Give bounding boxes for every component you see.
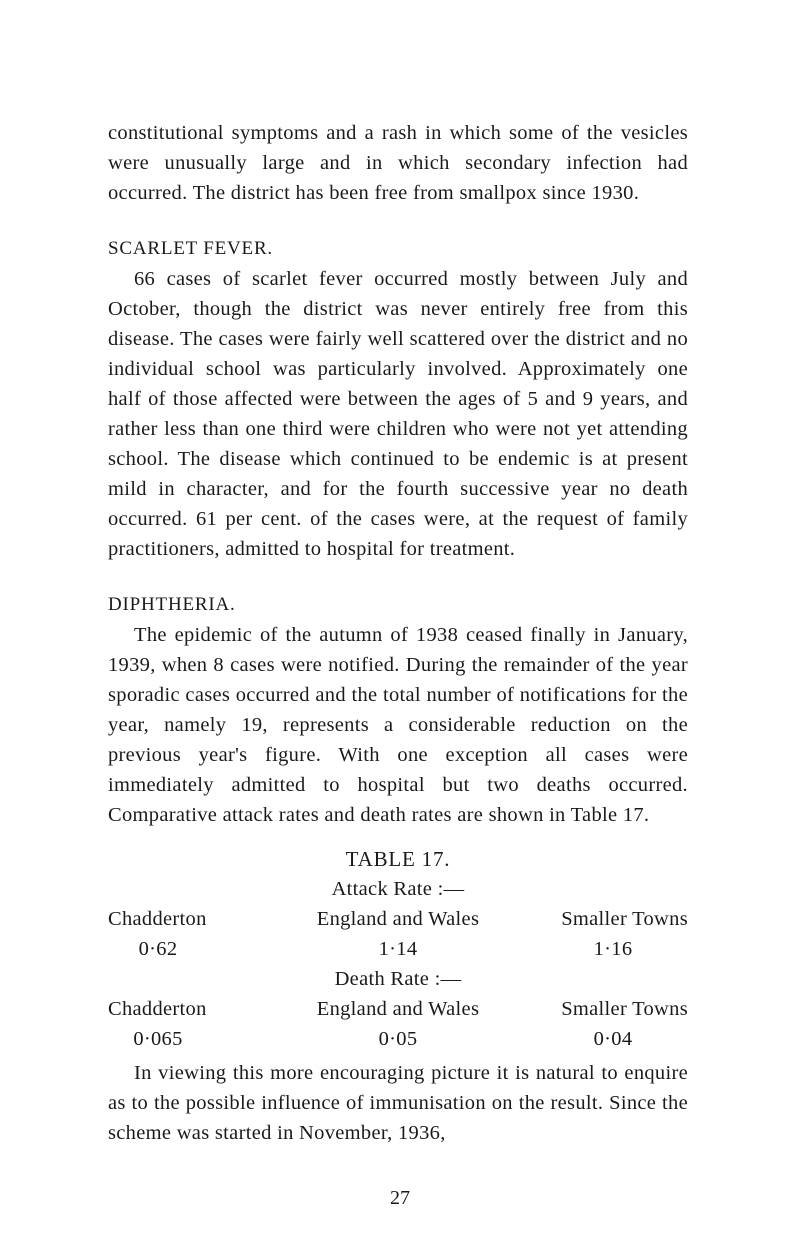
death-rate-value-row: [108, 1024, 688, 1054]
table-value-cell: 0·62: [138, 938, 178, 960]
diphtheria-paragraph: The epidemic of the autumn of 1938 ceased finally in January, 1939, when 8 cases were notified. During the remainder of the year sporadic cases occurred and the total number of notifications for the year, namely 19, represents a considerable reduction on the previous year's figure. With one exception all cases were immediately admitted to hospital but two deaths occurred. Comparative attack rates and death rates are shown in Table 17.: [108, 624, 688, 826]
document-page: [108, 118, 688, 1148]
scarlet-fever-paragraph: 66 cases of scarlet fever occurred mostly between July and October, though the district was never entirely free from this disease. The cases were fairly well scattered over the district and no individual school was particularly involved. Approximately one half of those affected were between the ages of 5 and 9 years, and rather less than one third were children who were not yet attending school. The disease which continued to be endemic is at present mild in character, and for the fourth successive year no death occurred. 61 per cent. of the cases were, at the request of family practitioners, admitted to hospital for treatment.: [108, 268, 688, 560]
table-header-cell: England and Wales: [316, 908, 480, 930]
scarlet-fever-heading: SCARLET FEVER.: [108, 238, 273, 259]
attack-rate-value-row: [108, 934, 688, 964]
table-header-cell: England and Wales: [316, 998, 480, 1020]
death-rate-section: [108, 964, 688, 1054]
table-title: TABLE 17.: [345, 847, 451, 871]
death-rate-header-row: [108, 994, 688, 1024]
death-rate-label: Death Rate :—: [334, 968, 462, 990]
table-header-cell: Chadderton: [108, 908, 207, 930]
closing-paragraph: In viewing this more encouraging picture it is natural to enquire as to the possible influence of immunisation on the result. Since the scheme was started in November, 1936,: [108, 1062, 688, 1144]
table-value-cell: 0·04: [593, 1028, 633, 1050]
table-header-cell: Smaller Towns: [561, 908, 688, 930]
diphtheria-heading: DIPHTHERIA.: [108, 594, 236, 615]
table-value-cell: 0·065: [133, 1028, 183, 1050]
table-value-cell: 1·14: [378, 938, 418, 960]
table-header-cell: Chadderton: [108, 998, 207, 1020]
table-value-cell: 0·05: [378, 1028, 418, 1050]
attack-rate-header-row: [108, 904, 688, 934]
intro-paragraph: constitutional symptoms and a rash in which some of the vesicles were unusually large and in which secondary infection had occurred. The district has been free from smallpox since 1930.: [108, 122, 688, 204]
table-header-cell: Smaller Towns: [561, 998, 688, 1020]
page-number: 27: [390, 1187, 410, 1209]
table-value-cell: 1·16: [593, 938, 633, 960]
attack-rate-section: [108, 874, 688, 964]
attack-rate-label: Attack Rate :—: [331, 878, 465, 900]
